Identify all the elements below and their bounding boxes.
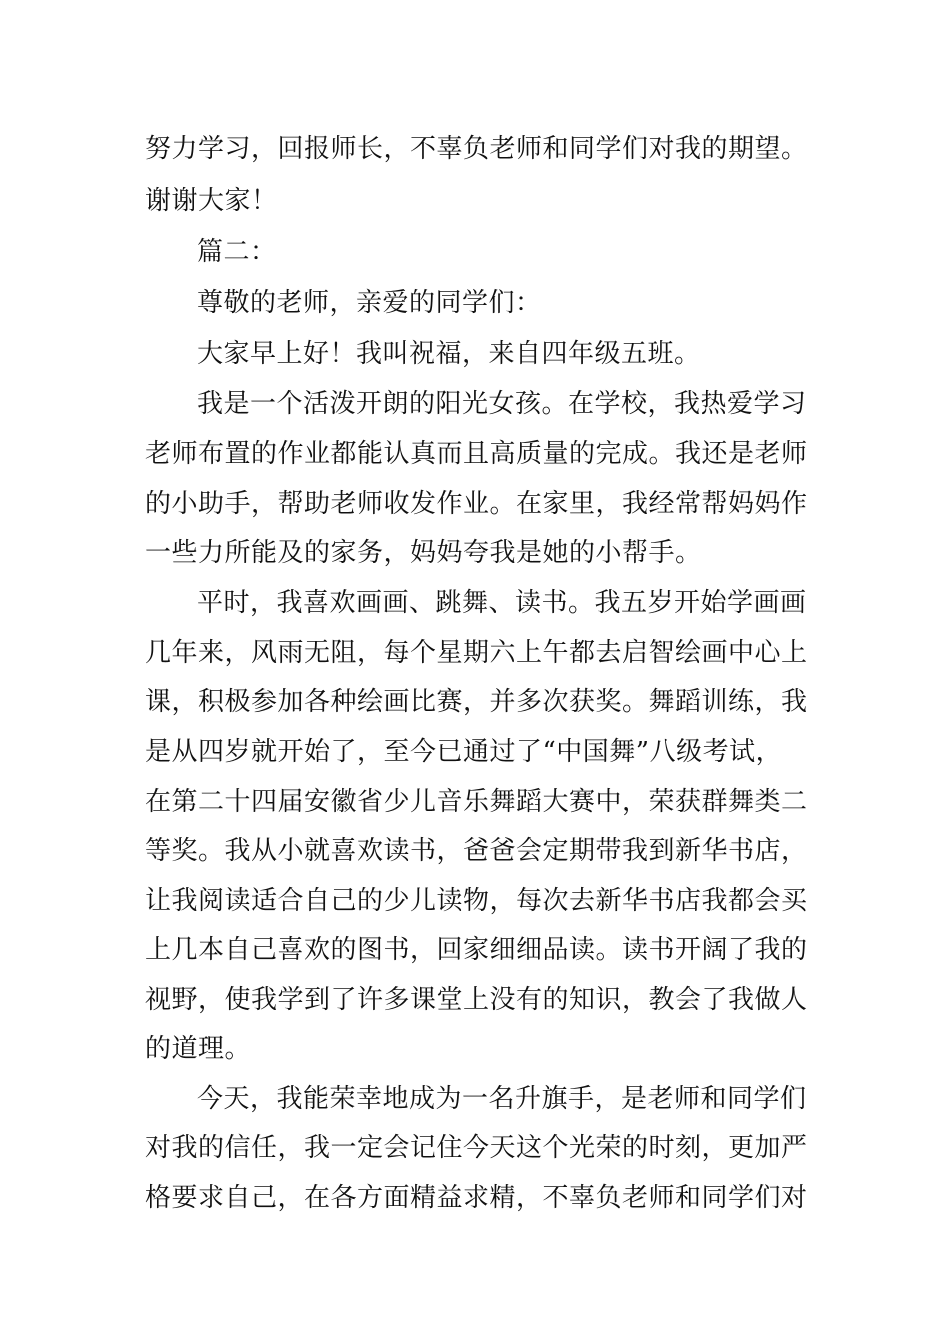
text-line: 的小助手，帮助老师收发作业。在家里，我经常帮妈妈作 [145, 489, 808, 519]
text-line: 谢谢大家！ [145, 186, 278, 216]
salutation: 尊敬的老师，亲爱的同学们： [197, 288, 542, 318]
text-line: 几年来，风雨无阻，每个星期六上午都去启智绘画中心上 [145, 638, 808, 668]
text-line: 努力学习，回报师长，不辜负老师和同学们对我的期望。 [145, 134, 808, 164]
text-line: 视野，使我学到了许多课堂上没有的知识，教会了我做人 [145, 985, 808, 1015]
text-line: 是从四岁就开始了，至今已通过了“中国舞”八级考试， [145, 737, 783, 767]
text-line: 课，积极参加各种绘画比赛，并多次获奖。舞蹈训练，我 [145, 687, 808, 717]
text-line: 对我的信任，我一定会记住今天这个光荣的时刻，更加严 [145, 1133, 808, 1163]
text-line: 老师布置的作业都能认真而且高质量的完成。我还是老师 [145, 439, 808, 469]
text-line: 格要求自己，在各方面精益求精，不辜负老师和同学们对 [145, 1183, 808, 1213]
text-line: 让我阅读适合自己的少儿读物，每次去新华书店我都会买 [145, 886, 808, 916]
text-line: 等奖。我从小就喜欢读书，爸爸会定期带我到新华书店， [145, 836, 808, 866]
text-line: 一些力所能及的家务，妈妈夸我是她的小帮手。 [145, 538, 702, 568]
text-line: 大家早上好！我叫祝福，来自四年级五班。 [197, 339, 701, 369]
text-line: 上几本自己喜欢的图书，回家细细品读。读书开阔了我的 [145, 935, 808, 965]
text-line: 我是一个活泼开朗的阳光女孩。在学校，我热爱学习 [197, 389, 807, 419]
text-line: 今天，我能荣幸地成为一名升旗手，是老师和同学们 [197, 1084, 807, 1114]
section-heading: 篇二： [197, 237, 277, 267]
text-line: 平时，我喜欢画画、跳舞、读书。我五岁开始学画画 [197, 588, 807, 618]
text-line: 在第二十四届安徽省少儿音乐舞蹈大赛中，荣获群舞类二 [145, 787, 808, 817]
text-line: 的道理。 [145, 1034, 252, 1064]
